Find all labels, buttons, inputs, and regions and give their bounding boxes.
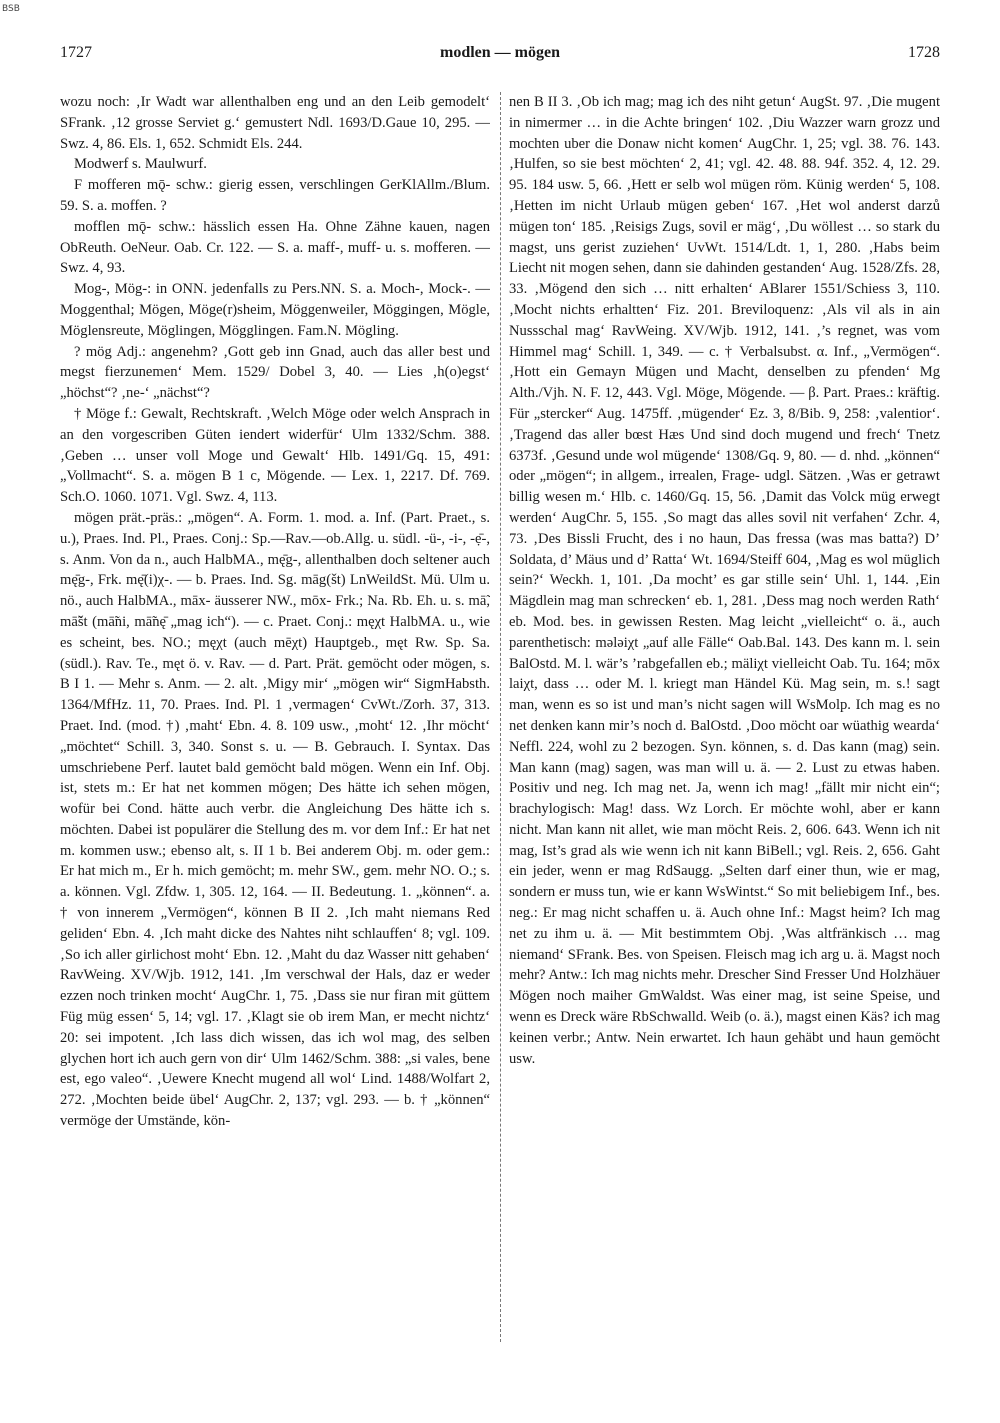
entry-continuation: nen B II 3. ‚Ob ich mag; mag ich des niht getun‘ AugSt. 97. ‚Die mugent in nimermer … in die Achte bringen‘ 102. ‚Diu Wazzer warn grozz und mochten uber die Donaw nicht komen‘ AugChr. 1, 25; vgl. 38. 76. 143. ‚Hulfen, so sie best möchten‘ 2, 41; vgl. 42. 48. 88. 94f. 352. 4, 12. 29. 95. 184 usw. 5, 66. ‚Hett er selb wol mügen röm. Künig werden‘ 5, 108. ‚Hetten im nicht Urlaub mügen geben‘ 167. ‚Het wol anderst darzů mügen ton‘ 185. ‚Reisigs Zugs, sovil er mäg‘, ‚Du wöllest … so stark du magst, uns gerist zuziehen‘ UvWt. 1514/Ldt. 1, 1, 280. ‚Habs beim Liecht nit mogen sehen, dann sie dahinden gestanden‘ Aug. 1528/Zfs. 28, 33. ‚Mögend den sich … nitt erhalten‘ ABlarer 1551/Schiess 3, 110. ‚Mocht nichts erhaltten‘ Fiz. 201. Breviloquenz: ‚Als vil als in ain Nussschal mag‘ RavWeing. XV/Wjb. 1912, 141. ‚’s regnet, was vom Himmel mag‘ Schill. 1, 349. — c. † Verbalsubst. α. Inf., „Vermögen“. ‚Hott ein Gemayn Mügen und Macht, denselben zu pfenden‘ Mg Alth./Vjh. N. F. 12, 443. Vgl. Möge, Mögende. — β. Part. Praes.: kräftig. Für „stercker“ Aug. 1475ff. ‚mügender‘ Ez. 3, 8/Bib. 9, 258: ‚valentior‘. ‚Tragend das aller bœst Hæs Und sind doch mugend und frech‘ Tnetz 6373f. ‚Gesund unde wol mügende‘ 1308/Gq. 9, 80. — d. nhd. „können“ oder „mögen“; in allgem., irrealen, Frage- udgl. Sätzen. ‚Was er getrawt billig wesen m.‘ Hlb. c. 1460/Gq. 15, 56. ‚Damit das Volck müg erwegt werden‘ AugChr. 5, 155. ‚So magt das alles sovil nit verfahen‘ Zchr. 4, 73. ‚Des Bissli Frucht, des i no haun, Das fressa (was mas batta?) D’ Soldata, d’ Mäus und d’ Ratta‘ Wt. 1694/Steiff 604, ‚Mag es wol müglich sein?‘ Weckh. 1, 101. ‚Da mocht’ es gar stille sein‘ Uhl. 1, 144. ‚Ein Mägdlein mag man schrecken‘ eb. 1, 281. ‚Dess mag noch werden Rath‘ eb. Mod. bes. in gewissen Resten. Mag leicht „vielleicht“ o. ä., auch parenthetisch: məlәiχt „auf alle Fälle“ Oab.Bal. 143. Des kann m. l. sein BalOstd. M. l. wär’s ’rabgefallen eb.; mäliχt vielleicht Oab. Tu. 164; mōx laiχt, dass … oder M. l. kriegt man Händel Kü. Mag sein, m. s.! sagt man, wenn es so ist und man’s nicht sagen will WsMolp. Ich mag es no net denken kann mir’s noch d. BalOstd. ‚Doo möcht oar wüathig wearda‘ Neffl. 224, wohl zu 2 bezogen. Syn. können, s. d. Das kann (mag) sein. Man kann (mag) sagen, was man will u. ä. — 2. Lust zu etwas haben. Positiv und neg. Ich mag net. Ja, wenn ich mag! „fällt mir nicht ein“; brachylogisch: Mag! dass. Wz Lorch. Er möchte wohl, aber er kann nicht. Man kann nit allet, wie man möcht Reis. 2, 606. 643. Wenn ich nit mag, Ist’s grad als wie wenn ich nit kann BiBell.; vgl. Reis. 2, 656. Gaht ein jeder, wenn er mag RdSaugg. „Selten darf einer thun, wie er mag, sondern er muss tun, wie er kann WsWintst.“ So mit beliebigem Inf., bes. neg.: Er mag nicht schaffen u. ä. Auch ohne Inf.: Magst heim? Ich mag net zu ihm u. ä. — Mit bestimmtem Obj. ‚Was altfränkisch … mag niemand‘ SFrank. Bes. von Speisen. Fleisch mag ich arg u. ä. Magst noch mehr? Antw.: Ich mag nichts mehr. Drescher Sind Fresser Und Holzhäuer Mögen noch maiher GmWaldst. Was einer mag, ist seine Speise, und wenn es Dreck wäre RbSchwalld. Weib (o. ä.), magst einen Käs? ich mag keinen verbr.; Antw. Nein erwartet. Ich haun gehäbt und haun gemöcht usw. [509, 94, 940, 1067]
dictionary-entry: ? mög Adj.: angenehm? ‚Gott geb inn Gnad, auch das aller best und megst fierzunemen‘ Mem. 1529/ Dobel 3, 40. — Lies ‚h(o)egst‘ „höchst“? ‚ne-‘ „nächst“? [60, 343, 490, 402]
dictionary-entry: Modwerf s. Maulwurf. [74, 156, 207, 173]
right-column [509, 92, 940, 1342]
page-number-left: 1727 [60, 44, 92, 61]
dictionary-columns [60, 92, 940, 1342]
dictionary-entry: Mog-, Mög-: in ONN. jedenfalls zu Pers.NN. S. a. Moch-, Mock-. — Moggenthal; Mögen, Möge(r)sheim, Möggenweiler, Möggingen, Mögle, Möglensreute, Möglingen, Mögglingen. Fam.N. Mögling. [60, 281, 490, 339]
dictionary-entry: mofflen mǭ- schw.: hässlich essen Ha. Ohne Zähne kauen, nagen ObReuth. OeNeur. Oab. Cr. 122. — S. a. maff-, muff- u. s. mofferen. — Swz. 4, 93. [60, 218, 490, 277]
page-number-right: 1728 [908, 44, 940, 61]
library-stamp: BSB [2, 4, 20, 14]
dictionary-entry: † Möge f.: Gewalt, Rechtskraft. ‚Welch Möge oder welch Ansprach in an den vorgescriben Güten iendert widerfür‘ Ulm 1332/Schm. 388. ‚Geben … unser voll Moge und Gewalt‘ Hlb. 1491/Gq. 15, 491: „Vollmacht“. S. a. mögen B 1 c, Mögende. — Lex. 1, 2217. Df. 769. Sch.O. 1060. 1071. Vgl. Swz. 4, 113. [60, 405, 490, 506]
entry-continuation: wozu noch: ‚Ir Wadt war allenthalben eng und an den Leib gemodelt‘ SFrank. ‚12 grosse Serviet g.‘ gemustert Ndl. 1693/D.Gaue 10, 295. — Swz. 4, 86. Els. 1, 652. Schmidt Els. 244. [60, 94, 490, 152]
page-header [60, 44, 940, 68]
column-divider [500, 92, 501, 1342]
dictionary-entry: F mofferen mǭ- schw.: gierig essen, verschlingen GerKlAllm./Blum. 59. S. a. moffen. ? [60, 177, 490, 214]
left-column [60, 92, 490, 1342]
dictionary-entry: mögen prät.-präs.: „mögen“. A. Form. 1. mod. a. Inf. (Part. Praet., s. u.), Praes. Ind. Pl., Praes. Conj.: Sp.—Rav.—ob.Allg. u. südl. -ü-, -i-, -ẹ̄-, s. Anm. Von da n., auch HalbMA., mę̄g-, allenthalben doch seltener auch mę̄g-, Frk. mę̄(i)χ-. — b. Praes. Ind. Sg. māg(št) LnWeildSt. Mü. Ulm u. nö., auch HalbMA., māx- äusserer NW., mōx- Frk.; Na. Rb. Eh. u. s. mā̃, mā̃št (mā̃ni, mā̃nę̄ „mag ich“). — c. Praet. Conj.: męχt HalbMA. u., wie es scheint, bes. NO.; męχt (auch mēχt) Hauptgeb., męt Rw. Sp. Sa. (südl.). Rav. Te., męt ö. v. Rav. — d. Part. Prät. gemöcht oder mögen, s. B I 1. — Mehr s. Anm. — 2. alt. ‚Migy mir‘ „mögen wir“ SigmHabsth. 1364/MfHz. 11, 70. Praes. Ind. Pl. 1 ‚vermagen‘ CvWt./Zorh. 37, 313. Praet. Ind. (mod. †) ‚maht‘ Ebn. 4. 8. 109 usw., ‚moht‘ 12. ‚Ihr möcht‘ „möchtet“ Schill. 3, 340. Sonst s. u. — B. Gebrauch. I. Syntax. Das umschriebene Perf. lautet bald gemöcht bald mögen. Wenn ein Inf. Obj. ist, stets m.: Er hat net kommen mögen; Des hätte ich sehen mögen, wofür bei Cond. hätte auch verbr. die Angleichung Des hätte ich s. möchten. Dabei ist populärer die Stellung des m. vor dem Inf.: Er hat net m. kommen usw.; ebenso alt, s. II 1 b. Bei anderem Obj. m. oder gem.: Er hat mich m., Er h. mich gemöcht; m. mehr SW., gem. mehr NO. O.; s. a. können. Vgl. Zfdw. 1, 305. 12, 164. — II. Bedeutung. 1. „können“. a. † von innerem „Vermögen“, können B II 2. ‚Ich maht niemans Red geliden‘ Ebn. 4. ‚Ich maht dicke des Nahtes niht schlauffen‘ 8; vgl. 109. ‚So ich aller girlichost moht‘ Ebn. 12. ‚Maht du daz Wasser nitt gehaben‘ RavWeing. XV/Wjb. 1912, 141. ‚Im verschwal der Hals, daz er weder ezzen noch trinken mocht‘ AugChr. 1, 75. ‚Dass sie nur firan mit güttem Füg müg essen‘ 5, 14; vgl. 17. ‚Klagt sie ob irem Man, er mecht nichtz‘ 20: sei impotent. ‚Ich lass dich wissen, das ich wol mag, des selben glychen hort ich auch gern von dir‘ Ulm 1462/Schm. 388: „si vales, bene est, ego valeo“. ‚Uewere Knecht mugend all wol‘ Lind. 1488/Wolfart 2, 272. ‚Mochten beide übel‘ AugChr. 2, 137; vgl. 293. — b. † „können“ vermöge der Umstände, kön- [60, 509, 490, 1130]
running-head: modlen — mögen [440, 44, 560, 61]
